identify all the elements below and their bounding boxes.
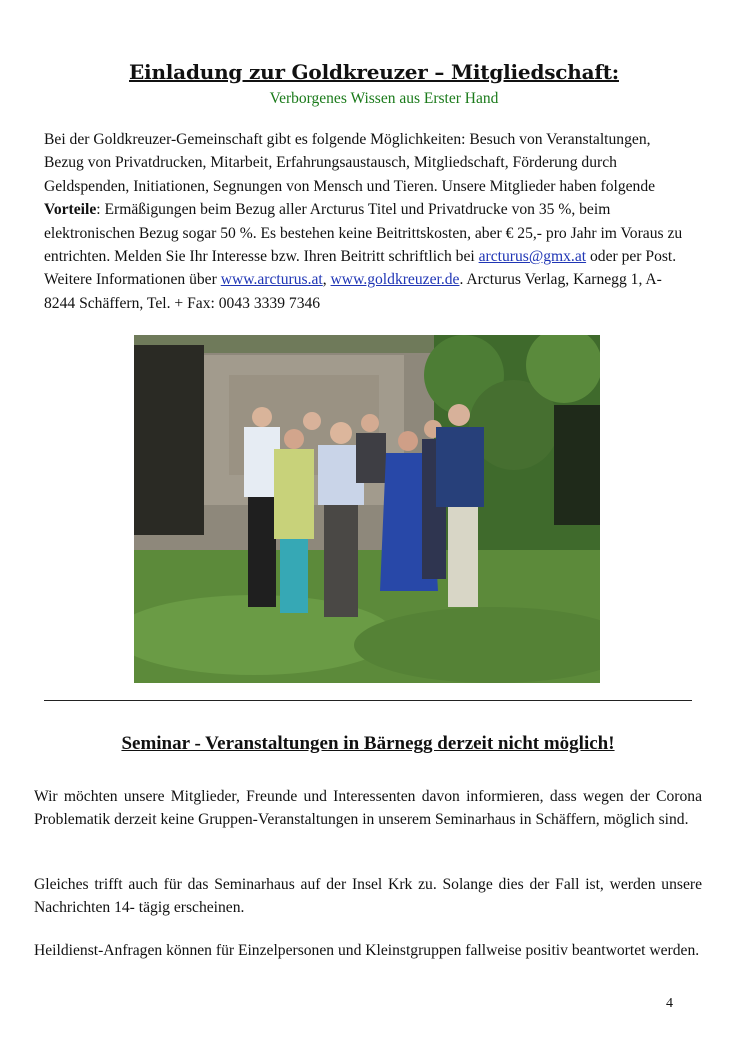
intro-text-4: ,	[322, 271, 331, 289]
seminar-paragraph-1: Wir möchten unsere Mitglieder, Freunde und Interessenten davon informieren, dass wegen der Corona Problematik derzeit keine Gruppen-Veranstaltungen in unserem Seminarhaus in Schäffern, möglich sind.	[34, 788, 702, 828]
seminar-paragraph-3: Heildienst-Anfragen können für Einzelpersonen und Kleinstgruppen fallweise positiv beantwortet werden.	[34, 942, 700, 959]
group-photo-drawing	[134, 335, 600, 683]
page-title: Einladung zur Goldkreuzer – Mitgliedschaft:	[129, 60, 619, 84]
intro-text-5: . Arcturus Verlag, Karnegg 1, A-8244 Schäffern, Tel. + Fax: 0043 3339 7346	[44, 271, 662, 312]
group-photo	[134, 335, 600, 683]
intro-paragraph	[44, 128, 684, 315]
page-subtitle: Verborgenes Wissen aus Erster Hand	[269, 90, 499, 107]
intro-bold-vorteile: Vorteile	[44, 201, 97, 219]
section-divider	[44, 700, 692, 701]
page-number: 4	[666, 996, 673, 1011]
intro-text-2: : Ermäßigungen beim Bezug aller Arcturus Titel und Privatdrucke von 35 %, beim elektronischen Bezug sogar 50 %. Es bestehen keine Beitrittskosten, aber € 25,- pro Jahr im Voraus zu entrichten. Melden Sie Ihr Interesse bzw. Ihren Beitritt schriftlich bei	[44, 201, 683, 266]
intro-text-3: oder per Post. Weitere Informationen über	[44, 248, 677, 289]
email-link[interactable]: arcturus@gmx.at	[478, 248, 587, 266]
seminar-paragraph-2: Gleiches trifft auch für das Seminarhaus auf der Insel Krk zu. Solange dies der Fall ist, werden unsere Nachrichten 14- tägig erscheinen.	[34, 876, 702, 916]
intro-text-1: Bei der Goldkreuzer-Gemeinschaft gibt es folgende Möglichkeiten: Besuch von Veranstaltungen, Bezug von Privatdrucken, Mitarbeit, Erfahrungsaustausch, Mitgliedschaft, Förderung durch Geldspenden, Initiationen, Segnungen von Mensch und Tieren. Unsere Mitglieder haben folgende	[44, 131, 656, 195]
goldkreuzer-website-link[interactable]: www.goldkreuzer.de	[330, 271, 460, 289]
seminar-heading: Seminar - Veranstaltungen in Bärnegg derzeit nicht möglich!	[121, 733, 615, 754]
arcturus-website-link[interactable]: www.arcturus.at	[220, 271, 323, 289]
